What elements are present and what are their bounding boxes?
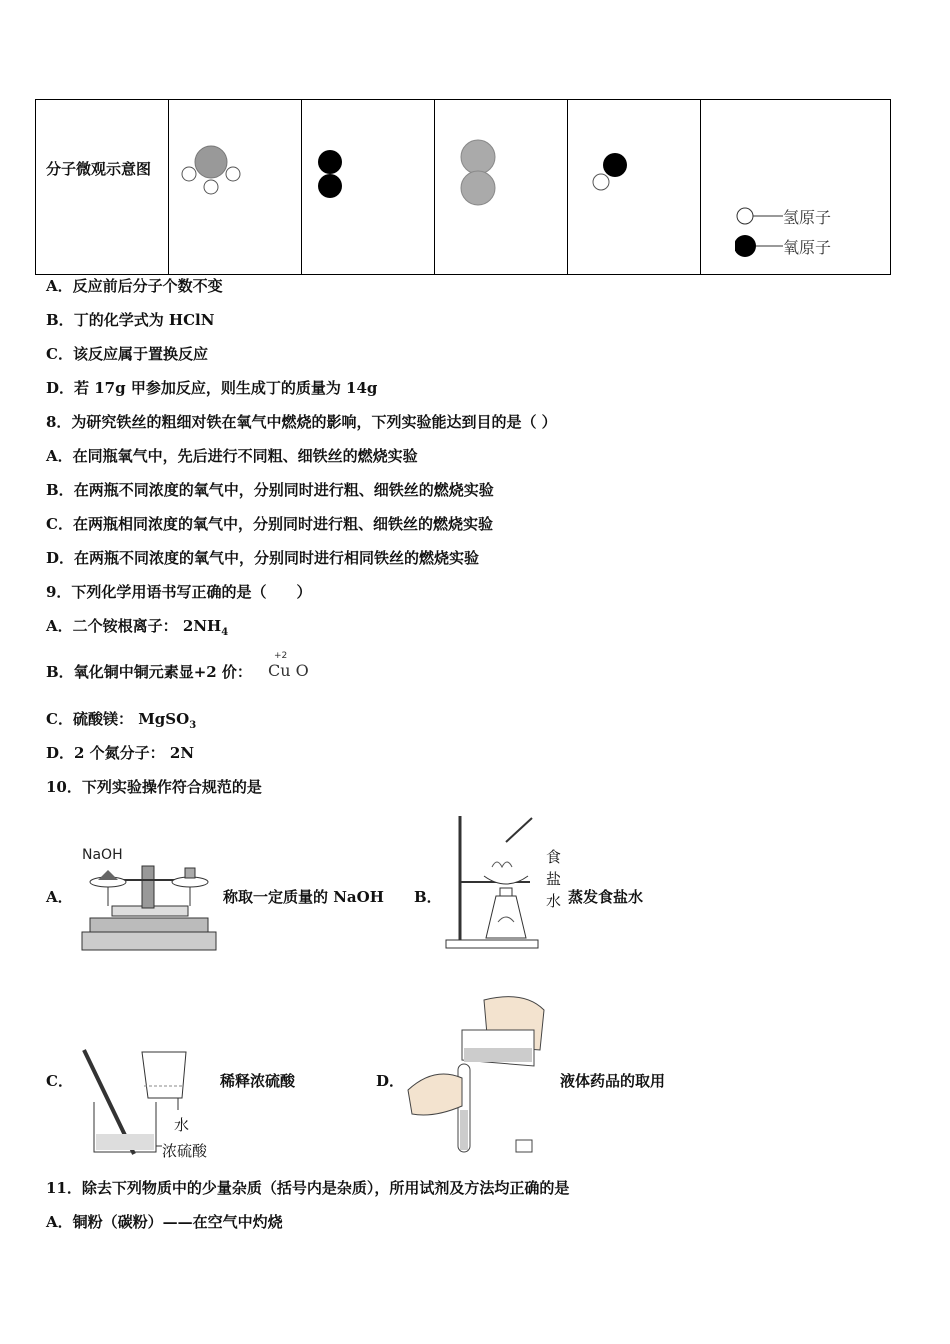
q9-option-c: C．硫酸镁： MgSO$_3$ xyxy=(46,710,197,731)
hydroxyl-like-molecule-icon xyxy=(568,100,700,270)
q7-option-d: D．若 17g 甲参加反应，则生成丁的质量为 14g xyxy=(46,379,378,397)
q10-b-letter: B． xyxy=(414,888,442,906)
q10-d-letter: D． xyxy=(376,1072,405,1090)
evaporation-setup-icon xyxy=(442,812,542,952)
q10-d-caption: 液体药品的取用 xyxy=(560,1072,666,1090)
q8-option-d: D．在两瓶不同浓度的氧气中，分别同时进行相同铁丝的燃烧实验 xyxy=(46,549,480,567)
q11-stem: 11．除去下列物质中的少量杂质（括号内是杂质），所用试剂及方法均正确的是 xyxy=(46,1179,570,1197)
balance-scale-icon xyxy=(80,860,220,952)
q10-a-caption: 称取一定质量的 NaOH xyxy=(223,888,384,906)
q8-option-c: C．在两瓶相同浓度的氧气中，分别同时进行粗、细铁丝的燃烧实验 xyxy=(46,515,493,533)
q7-option-c: C．该反应属于置换反应 xyxy=(46,345,208,363)
q9-b-formula: Cu O xyxy=(268,661,309,680)
q10-stem: 10．下列实验操作符合规范的是 xyxy=(46,778,262,796)
q10-b-vertical-label: 食 盐 水 xyxy=(546,848,562,910)
q9-option-d: D．2 个氮分子： 2N xyxy=(46,744,195,762)
q9-option-b: B．氧化铜中铜元素显+2 价： xyxy=(46,663,252,681)
q10-c-caption: 稀释浓硫酸 xyxy=(220,1072,296,1090)
oxygen-molecule-icon xyxy=(302,100,434,270)
q7-option-b: B．丁的化学式为 HClN xyxy=(46,311,215,329)
gray-diatomic-molecule-icon xyxy=(435,100,567,270)
q10-c-acid-label: 浓硫酸 xyxy=(162,1142,208,1160)
q8-stem: 8．为研究铁丝的粗细对铁在氧气中燃烧的影响，下列实验能达到目的是（ ） xyxy=(46,413,557,431)
q10-a-naoh-label: NaOH xyxy=(82,847,123,863)
q11-option-a: A．铜粉（碳粉）——在空气中灼烧 xyxy=(46,1213,283,1231)
q10-c-letter: C． xyxy=(46,1072,73,1090)
table-header-cell xyxy=(36,100,169,275)
table-header-label: 分子微观示意图 xyxy=(46,160,152,178)
molecule-cell-1 xyxy=(169,100,302,275)
water-like-molecule-icon xyxy=(169,100,301,270)
q10-b-caption: 蒸发食盐水 xyxy=(568,888,644,906)
pouring-liquid-icon xyxy=(404,990,554,1160)
q10-c-water-label: 水 xyxy=(174,1116,190,1134)
molecule-table xyxy=(35,99,891,275)
q9-option-a: A．二个铵根离子： $2NH_4$ xyxy=(46,617,229,638)
legend-cell xyxy=(701,100,891,275)
molecule-cell-3 xyxy=(435,100,568,275)
legend-oxygen-label: 氧原子 xyxy=(783,238,832,257)
q10-a-letter: A． xyxy=(46,888,73,906)
q8-option-a: A．在同瓶氧气中，先后进行不同粗、细铁丝的燃烧实验 xyxy=(46,447,418,465)
q7-option-a: A．反应前后分子个数不变 xyxy=(46,277,223,295)
q9-b-charge: +2 xyxy=(274,651,288,661)
molecule-cell-4 xyxy=(568,100,701,275)
q8-option-b: B．在两瓶不同浓度的氧气中，分别同时进行粗、细铁丝的燃烧实验 xyxy=(46,481,494,499)
molecule-cell-2 xyxy=(302,100,435,275)
q9-stem: 9．下列化学用语书写正确的是（ ） xyxy=(46,583,312,601)
legend-symbols-icon xyxy=(735,206,785,266)
legend-hydrogen-label: 氢原子 xyxy=(783,208,832,227)
